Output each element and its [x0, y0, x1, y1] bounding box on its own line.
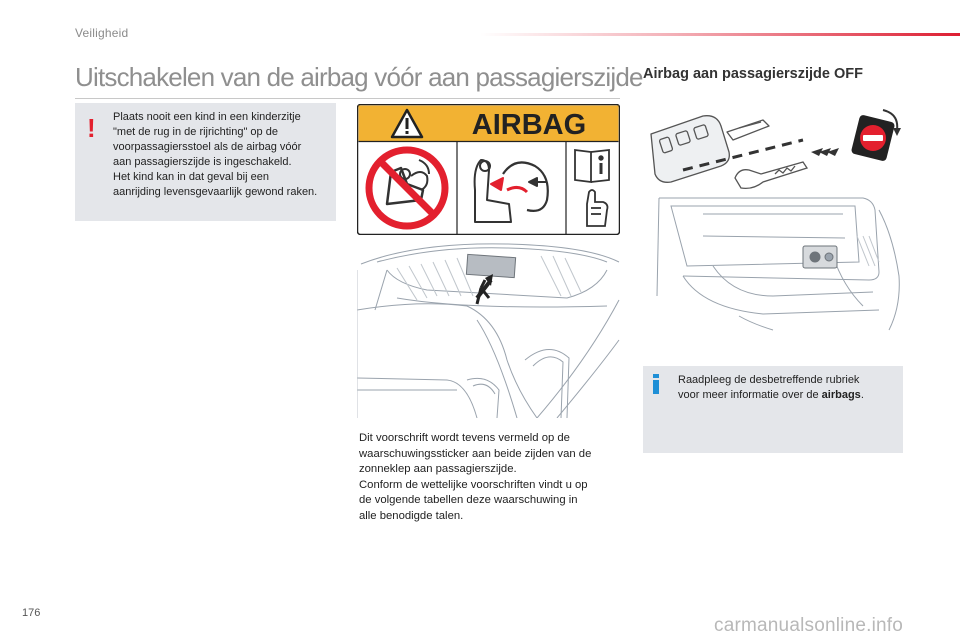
page-number: 176 — [22, 607, 41, 619]
info-line-text: voor meer informatie over de — [678, 389, 822, 401]
info-keyword-airbags: airbags — [821, 389, 861, 401]
warning-text — [113, 110, 331, 200]
glove-box-illustration — [643, 196, 903, 331]
body-line: waarschuwingssticker aan beide zijden van de — [359, 447, 592, 460]
sticker-label: AIRBAG — [471, 109, 587, 141]
title-divider — [75, 98, 620, 99]
body-line: Dit voorschrift wordt tevens vermeld op de — [359, 432, 570, 444]
watermark: carmanualsonline.info — [714, 615, 904, 636]
body-text — [359, 431, 624, 524]
body-line: Conform de wettelijke voorschriften vindt u op — [359, 478, 588, 491]
header-accent-rule — [480, 33, 960, 36]
key-blade-icon — [735, 162, 807, 188]
airbag-switch-icon — [851, 110, 901, 162]
sun-visor-illustration — [357, 240, 620, 418]
body-line: de volgende tabellen deze waarschuwing in — [359, 494, 578, 506]
visor-sticker-marker — [466, 254, 515, 304]
warning-line: aanrijding levensgevaarlijk gewond raken. — [113, 186, 318, 198]
info-line — [678, 388, 898, 403]
page-title: Uitschakelen van de airbag vóór aan passagierszijde — [75, 62, 643, 92]
warning-line: Het kind kan in dat geval bij een — [113, 171, 269, 183]
key-switch-illustration — [643, 104, 903, 199]
section-heading: Airbag aan passagierszijde OFF — [643, 66, 863, 82]
info-text — [678, 373, 898, 403]
no-rear-facing-child-seat-icon — [369, 150, 445, 226]
body-line: zonneklep aan passagierszijde. — [359, 463, 517, 475]
warning-icon: ! — [87, 113, 96, 143]
info-line-end: . — [860, 389, 864, 401]
warning-line: Plaats nooit een kind in een kinderzitje — [113, 111, 301, 123]
info-icon — [653, 374, 659, 394]
info-line: Raadpleeg de desbetreffende rubriek — [678, 374, 860, 386]
body-line: alle benodigde talen. — [359, 509, 464, 522]
warning-line: voorpassagiersstoel als de airbag vóór — [113, 141, 302, 153]
warning-line: aan passagierszijde is ingeschakeld. — [113, 156, 292, 168]
direction-arrows-icon — [811, 148, 839, 156]
airbag-warning-sticker — [357, 104, 620, 235]
warning-line: "met de rug in de rijrichting" op de — [113, 126, 278, 138]
section-label: Veiligheid — [75, 26, 129, 40]
glove-box-switch-detail — [803, 246, 837, 268]
